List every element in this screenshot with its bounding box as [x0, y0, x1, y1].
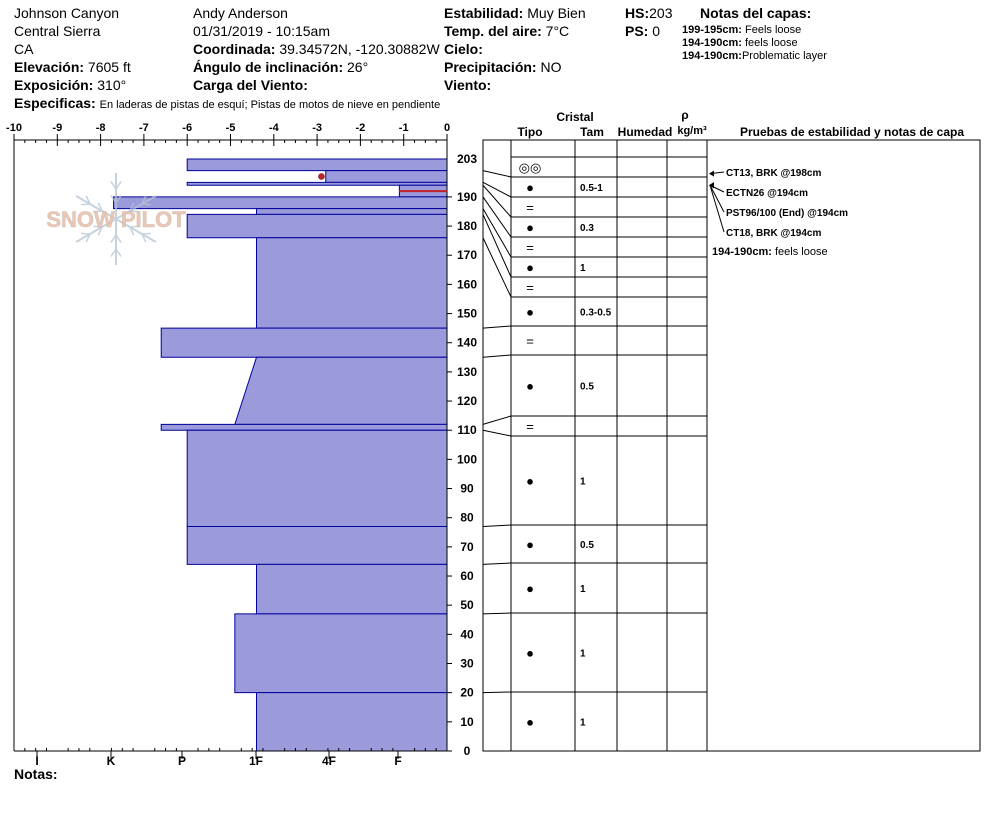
depth-top-label: 203	[456, 152, 478, 166]
crystal-type-8: ●	[526, 304, 534, 320]
crystal-type-16: ●	[526, 714, 534, 730]
stability-test-4: CT18, BRK @194cm	[726, 228, 822, 239]
layer-note-1: 199-195cm: Feels loose	[682, 24, 802, 36]
temp-tick-label: -4	[268, 122, 279, 134]
crystal-type-15: ●	[526, 645, 534, 661]
depth-tick-label: 60	[460, 569, 474, 584]
depth-tick-label: 150	[456, 306, 478, 321]
crystal-type-1: ◎◎	[518, 160, 542, 175]
temp-tick-label: -3	[312, 122, 322, 134]
hardness-layer-9	[161, 328, 447, 357]
elevation: Elevación: 7605 ft	[14, 59, 131, 75]
depth-tick-label: 110	[457, 423, 477, 438]
specifics: Especificas: En laderas de pistas de esquí; Pistas de motos de nieve en pendiente	[14, 95, 441, 111]
temp-tick-label: -10	[6, 122, 22, 134]
stability-test-3: PST96/100 (End) @194cm	[726, 208, 849, 219]
crystal-type-7: =	[526, 280, 534, 295]
layer-connector	[483, 563, 511, 564]
layer-note-3: 194-190cm:Problematic layer	[682, 50, 827, 62]
temp-tick-label: -7	[139, 122, 149, 134]
crystal-type-6: ●	[526, 260, 534, 275]
crystal-type-2: ●	[526, 180, 534, 195]
crystal-size-8: 0.3-0.5	[580, 307, 612, 319]
hardness-layer-14	[256, 564, 447, 614]
crystal-size-6: 1	[580, 263, 586, 274]
crystal-size-4: 0.3	[580, 223, 594, 234]
temp-tick-label: -9	[52, 122, 63, 134]
hardness-layer-12	[187, 430, 447, 526]
depth-tick-label: 190	[456, 189, 478, 204]
depth-tick-label: 70	[460, 539, 474, 554]
range: Central Sierra	[14, 23, 101, 39]
hardness-tick-label: 1F	[248, 754, 264, 768]
depth-tick-label: 120	[456, 394, 478, 409]
crystal-type-5: =	[526, 240, 534, 255]
crystal-type-10: ●	[526, 378, 534, 394]
crystal-size-10: 0.5	[580, 381, 594, 393]
depth-tick-label: 90	[460, 481, 474, 496]
depth-tick-label: 130	[456, 364, 478, 379]
hardness-tick-label: P	[177, 754, 187, 768]
depth-tick-label: 140	[456, 335, 478, 350]
crystal-type-12: ●	[526, 473, 534, 489]
tests-header: Pruebas de estabilidad y notas de capa	[739, 125, 965, 139]
hs: HS:203	[625, 5, 673, 21]
temperature-point	[318, 173, 324, 179]
aspect: Exposición: 310°	[14, 77, 127, 93]
temp-tick-label: -8	[95, 122, 106, 134]
crystal-size-14: 1	[580, 584, 586, 595]
hardness-layer-7	[187, 214, 447, 237]
hardness-tick-label: I	[35, 754, 39, 768]
crystal-header: Cristal	[556, 110, 594, 124]
air-temp: Temp. del aire: 7°C	[444, 23, 570, 39]
depth-tick-label: 20	[460, 685, 474, 700]
density-unit: kg/m³	[677, 125, 707, 137]
crystal-size-15: 1	[580, 648, 586, 660]
layer-connector	[483, 430, 511, 436]
notes-label: Notas:	[14, 766, 58, 782]
ps: PS: 0	[625, 23, 661, 39]
hardness-tick-label: 4F	[321, 754, 337, 768]
wind-load: Carga del Viento:	[193, 77, 308, 93]
temp-tick-label: -1	[398, 122, 409, 134]
hardness-tick-label: K	[106, 754, 116, 768]
crystal-size-16: 1	[580, 717, 586, 729]
location: Johnson Canyon	[14, 5, 120, 21]
temp-tick-label: 0	[443, 122, 451, 134]
stability-test-1: CT13, BRK @198cm	[726, 168, 822, 179]
crystal-type-14: ●	[526, 581, 534, 596]
depth-tick-label: 100	[456, 452, 478, 467]
layer-connector	[483, 171, 511, 177]
layer-note-in-table: 194-190cm: feels loose	[712, 246, 828, 258]
hardness-layer-1	[187, 159, 447, 171]
size-header: Tam	[580, 125, 604, 139]
datetime: 01/31/2019 - 10:15am	[193, 23, 330, 39]
moisture-header: Humedad	[617, 125, 673, 139]
hardness-layer-6	[256, 209, 447, 215]
layer-connector	[483, 692, 511, 693]
depth-tick-label: 180	[456, 219, 478, 234]
stability-test-2: ECTN26 @194cm	[726, 188, 809, 199]
slope-angle: Ángulo de inclinación: 26°	[193, 59, 369, 75]
sky: Cielo:	[444, 41, 483, 57]
layer-connector	[483, 355, 511, 357]
layer-connector	[483, 209, 511, 257]
depth-tick-label: 50	[460, 598, 474, 613]
hardness-layer-13	[187, 526, 447, 564]
depth-tick-label: 30	[460, 656, 474, 671]
temp-tick-label: -2	[355, 122, 366, 134]
crystal-type-13: ●	[526, 537, 534, 552]
hardness-layer-2	[326, 171, 447, 183]
depth-tick-label: 170	[456, 248, 478, 263]
state: CA	[14, 41, 34, 57]
layer-note-2: 194-190cm: feels loose	[682, 37, 798, 49]
depth-tick-label: 0	[463, 744, 471, 758]
depth-tick-label: 80	[460, 510, 474, 525]
hardness-layer-16	[256, 693, 447, 751]
snowpilot-logo-text: SNOW PILOT	[46, 207, 186, 232]
layer-connector	[483, 613, 511, 614]
crystal-size-13: 0.5	[580, 540, 594, 551]
layer-connector	[483, 197, 511, 237]
type-header: Tipo	[517, 125, 543, 139]
crystal-type-11: =	[526, 419, 534, 434]
hardness-layer-8	[256, 238, 447, 328]
crystal-size-2: 0.5-1	[580, 183, 603, 194]
density-symbol: ρ	[681, 108, 689, 122]
layer-connector	[483, 525, 511, 526]
hardness-tick-label: F	[394, 754, 402, 768]
crystal-type-9: =	[526, 333, 534, 349]
hardness-layer-11	[161, 424, 447, 430]
test-arrow-head	[709, 171, 714, 177]
depth-tick-label: 40	[460, 627, 474, 642]
layer-connector	[483, 416, 511, 424]
depth-tick-label: 160	[456, 277, 478, 292]
temp-tick-label: -5	[225, 122, 236, 134]
crystal-type-3: =	[526, 200, 534, 215]
wind: Viento:	[444, 77, 492, 93]
hardness-layer-10	[235, 357, 447, 424]
depth-tick-label: 10	[460, 714, 474, 729]
observer: Andy Anderson	[193, 5, 288, 21]
stability: Estabilidad: Muy Bien	[444, 5, 586, 21]
coordinates: Coordinada: 39.34572N, -120.30882W	[193, 41, 440, 57]
crystal-type-4: ●	[526, 220, 534, 235]
hardness-layer-15	[235, 614, 447, 693]
layer-connector	[483, 326, 511, 328]
temp-tick-label: -6	[182, 122, 193, 134]
crystal-size-12: 1	[580, 476, 586, 488]
layer-notes-title: Notas del capas:	[700, 5, 812, 21]
precipitation: Precipitación: NO	[444, 59, 562, 75]
